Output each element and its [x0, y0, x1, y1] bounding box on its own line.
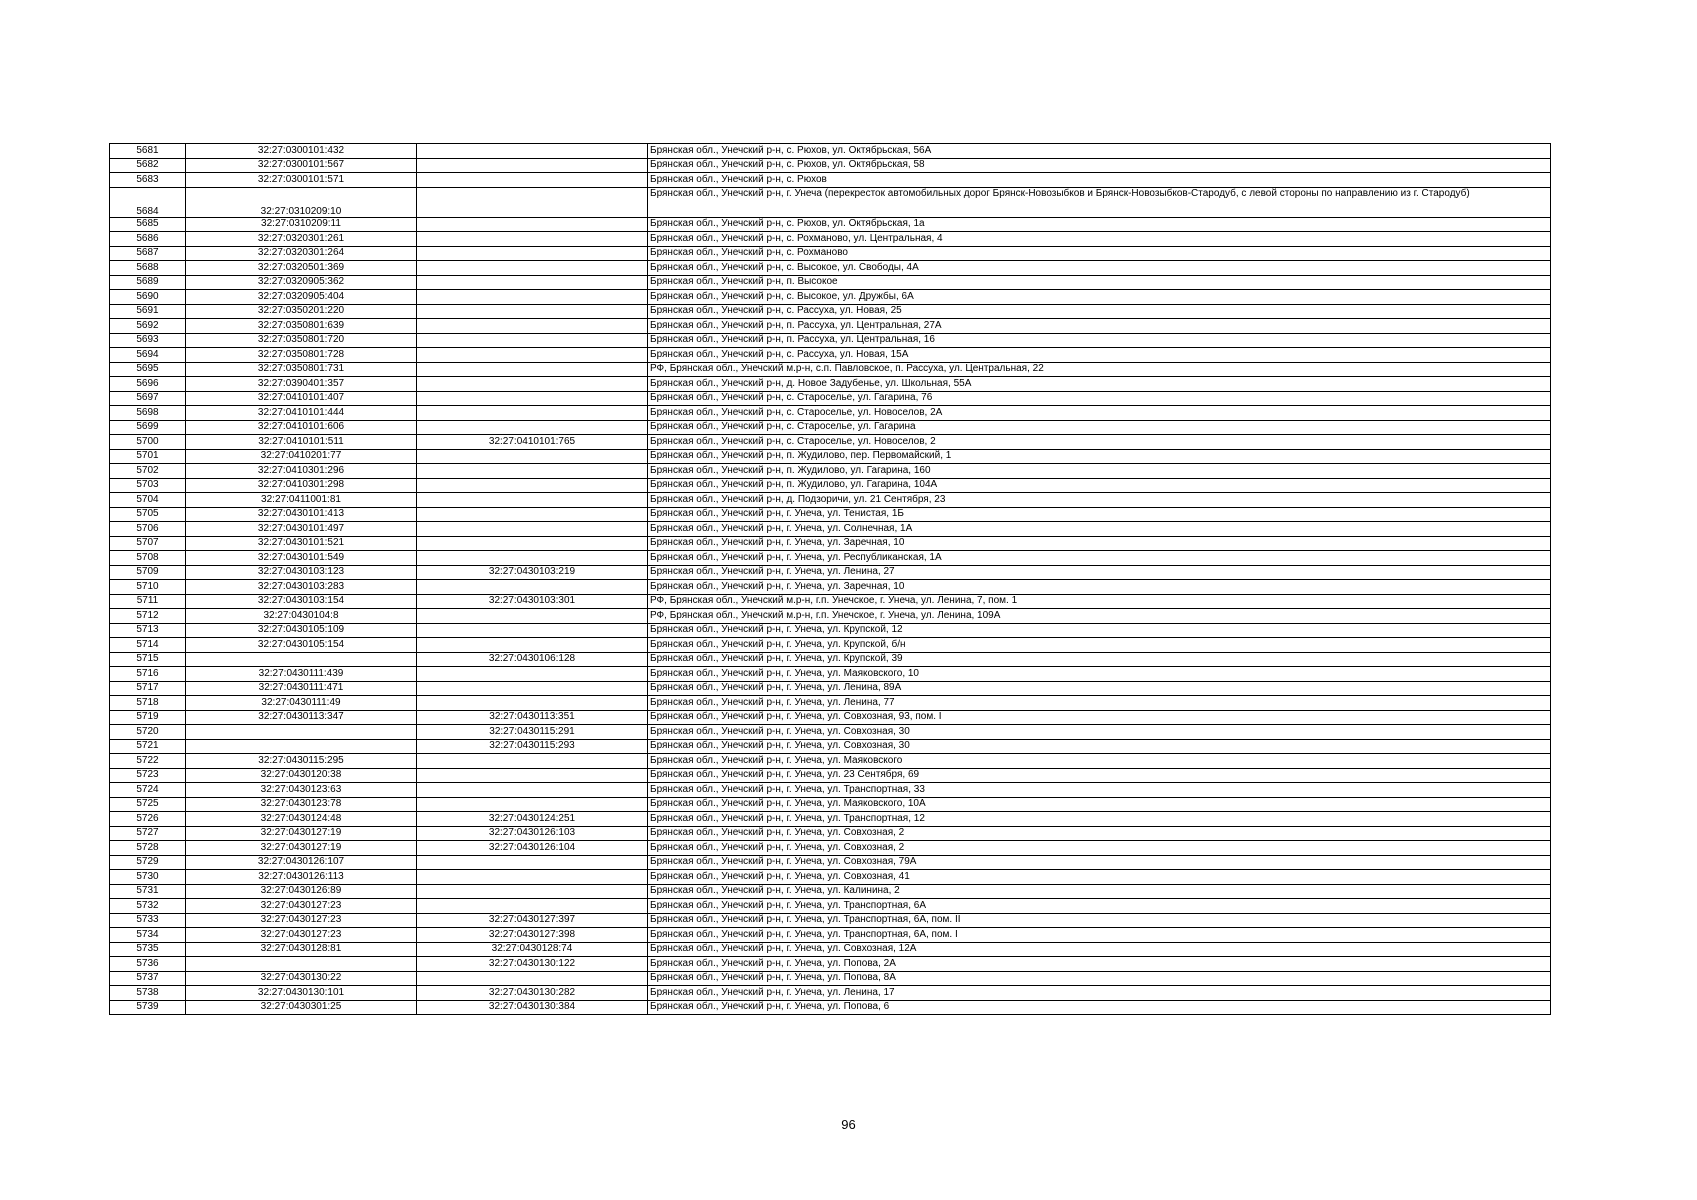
table-row — [110, 884, 1551, 899]
cadastral-number-cell: 32:27:0430127:23 — [186, 913, 417, 928]
table-row — [110, 217, 1551, 232]
related-cadastral-number-cell: 32:27:0410101:765 — [417, 435, 648, 450]
cadastral-number-cell: 32:27:0320905:404 — [186, 290, 417, 305]
table-row — [110, 406, 1551, 421]
cadastral-number-cell: 32:27:0310209:10 — [186, 187, 417, 217]
cadastral-number-cell: 32:27:0430127:23 — [186, 928, 417, 943]
related-cadastral-number-cell — [417, 261, 648, 276]
table-row — [110, 464, 1551, 479]
table-row — [110, 507, 1551, 522]
address-cell: Брянская обл., Унечский р-н, г. Унеча, ул. Совхозная, 12А — [648, 942, 1551, 957]
cadastral-number-cell: 32:27:0430126:113 — [186, 870, 417, 885]
row-number-cell: 5698 — [110, 406, 186, 421]
table-row — [110, 913, 1551, 928]
address-cell: Брянская обл., Унечский р-н, г. Унеча, ул. Ленина, 89А — [648, 681, 1551, 696]
address-cell: Брянская обл., Унечский р-н, г. Унеча, ул. Заречная, 10 — [648, 536, 1551, 551]
address-cell: Брянская обл., Унечский р-н, г. Унеча, ул. Крупской, 12 — [648, 623, 1551, 638]
address-cell: Брянская обл., Унечский р-н, г. Унеча, ул. Совхозная, 2 — [648, 826, 1551, 841]
related-cadastral-number-cell: 32:27:0430128:74 — [417, 942, 648, 957]
table-row — [110, 870, 1551, 885]
related-cadastral-number-cell — [417, 362, 648, 377]
table-row — [110, 319, 1551, 334]
row-number-cell: 5730 — [110, 870, 186, 885]
row-number-cell: 5709 — [110, 565, 186, 580]
related-cadastral-number-cell — [417, 319, 648, 334]
table-row — [110, 696, 1551, 711]
table-row — [110, 261, 1551, 276]
cadastral-number-cell: 32:27:0430103:123 — [186, 565, 417, 580]
related-cadastral-number-cell: 32:27:0430126:104 — [417, 841, 648, 856]
row-number-cell: 5736 — [110, 957, 186, 972]
cadastral-number-cell: 32:27:0430101:521 — [186, 536, 417, 551]
cadastral-number-cell: 32:27:0430111:49 — [186, 696, 417, 711]
address-cell: Брянская обл., Унечский р-н, г. Унеча, ул. Совхозная, 41 — [648, 870, 1551, 885]
related-cadastral-number-cell — [417, 783, 648, 798]
address-cell: Брянская обл., Унечский р-н, г. Унеча, ул. Совхозная, 79А — [648, 855, 1551, 870]
address-cell: Брянская обл., Унечский р-н, с. Высокое, ул. Дружбы, 6А — [648, 290, 1551, 305]
row-number-cell: 5715 — [110, 652, 186, 667]
cadastral-number-cell: 32:27:0350801:639 — [186, 319, 417, 334]
address-cell: Брянская обл., Унечский р-н, с. Рохманово — [648, 246, 1551, 261]
row-number-cell: 5721 — [110, 739, 186, 754]
row-number-cell: 5739 — [110, 1000, 186, 1015]
cadastral-number-cell: 32:27:0430130:22 — [186, 971, 417, 986]
cadastral-number-cell: 32:27:0430301:25 — [186, 1000, 417, 1015]
address-cell: Брянская обл., Унечский р-н, г. Унеча, ул. Совхозная, 2 — [648, 841, 1551, 856]
table-row — [110, 173, 1551, 188]
cadastral-number-cell: 32:27:0430101:497 — [186, 522, 417, 537]
table-row — [110, 522, 1551, 537]
table-row — [110, 667, 1551, 682]
related-cadastral-number-cell — [417, 884, 648, 899]
address-cell: Брянская обл., Унечский р-н, д. Подзоричи, ул. 21 Сентября, 23 — [648, 493, 1551, 508]
address-cell: Брянская обл., Унечский р-н, г. Унеча, ул. Транспортная, 33 — [648, 783, 1551, 798]
cadastral-number-cell: 32:27:0430128:81 — [186, 942, 417, 957]
row-number-cell: 5697 — [110, 391, 186, 406]
related-cadastral-number-cell — [417, 609, 648, 624]
address-cell: Брянская обл., Унечский р-н, г. Унеча, ул. Маяковского, 10А — [648, 797, 1551, 812]
address-cell: Брянская обл., Унечский р-н, г. Унеча, ул. Ленина, 77 — [648, 696, 1551, 711]
address-cell: Брянская обл., Унечский р-н, г. Унеча, ул. Калинина, 2 — [648, 884, 1551, 899]
table-row — [110, 551, 1551, 566]
related-cadastral-number-cell: 32:27:0430113:351 — [417, 710, 648, 725]
cadastral-number-cell: 32:27:0430101:549 — [186, 551, 417, 566]
table-row — [110, 623, 1551, 638]
cadastral-number-cell: 32:27:0430126:107 — [186, 855, 417, 870]
address-cell: Брянская обл., Унечский р-н, г. Унеча, ул. Заречная, 10 — [648, 580, 1551, 595]
address-cell: Брянская обл., Унечский р-н, с. Староселье, ул. Новоселов, 2 — [648, 435, 1551, 450]
table-row — [110, 391, 1551, 406]
address-cell: РФ, Брянская обл., Унечский м.р-н, г.п. Унечское, г. Унеча, ул. Ленина, 7, пом. 1 — [648, 594, 1551, 609]
row-number-cell: 5737 — [110, 971, 186, 986]
table-row — [110, 565, 1551, 580]
related-cadastral-number-cell — [417, 522, 648, 537]
address-cell: Брянская обл., Унечский р-н, с. Рюхов, ул. Октябрьская, 56А — [648, 144, 1551, 159]
cadastral-number-cell: 32:27:0430120:38 — [186, 768, 417, 783]
address-cell: Брянская обл., Унечский р-н, д. Новое Задубенье, ул. Школьная, 55А — [648, 377, 1551, 392]
cadastral-number-cell: 32:27:0320301:264 — [186, 246, 417, 261]
related-cadastral-number-cell: 32:27:0430130:282 — [417, 986, 648, 1001]
related-cadastral-number-cell: 32:27:0430115:291 — [417, 725, 648, 740]
address-cell: Брянская обл., Унечский р-н, г. Унеча, ул. Транспортная, 6А, пом. I — [648, 928, 1551, 943]
table-row — [110, 333, 1551, 348]
row-number-cell: 5738 — [110, 986, 186, 1001]
table-row — [110, 594, 1551, 609]
row-number-cell: 5724 — [110, 783, 186, 798]
cadastral-number-cell: 32:27:0430105:109 — [186, 623, 417, 638]
row-number-cell: 5695 — [110, 362, 186, 377]
address-cell: Брянская обл., Унечский р-н, с. Рюхов, ул. Октябрьская, 58 — [648, 158, 1551, 173]
address-cell: Брянская обл., Унечский р-н, п. Рассуха, ул. Центральная, 16 — [648, 333, 1551, 348]
cadastral-number-cell: 32:27:0430111:471 — [186, 681, 417, 696]
table-row — [110, 652, 1551, 667]
table-row — [110, 580, 1551, 595]
related-cadastral-number-cell — [417, 797, 648, 812]
cadastral-number-cell: 32:27:0430103:283 — [186, 580, 417, 595]
row-number-cell: 5710 — [110, 580, 186, 595]
cadastral-number-cell: 32:27:0300101:571 — [186, 173, 417, 188]
cadastral-number-cell: 32:27:0410301:298 — [186, 478, 417, 493]
table-row — [110, 536, 1551, 551]
row-number-cell: 5723 — [110, 768, 186, 783]
related-cadastral-number-cell — [417, 290, 648, 305]
row-number-cell: 5719 — [110, 710, 186, 725]
table-row — [110, 304, 1551, 319]
related-cadastral-number-cell — [417, 187, 648, 217]
table-row — [110, 797, 1551, 812]
related-cadastral-number-cell — [417, 667, 648, 682]
row-number-cell: 5718 — [110, 696, 186, 711]
address-cell: Брянская обл., Унечский р-н, г. Унеча, ул. Совхозная, 93, пом. I — [648, 710, 1551, 725]
cadastral-number-cell: 32:27:0430123:78 — [186, 797, 417, 812]
related-cadastral-number-cell: 32:27:0430115:293 — [417, 739, 648, 754]
related-cadastral-number-cell — [417, 173, 648, 188]
row-number-cell: 5722 — [110, 754, 186, 769]
related-cadastral-number-cell — [417, 406, 648, 421]
address-cell: Брянская обл., Унечский р-н, п. Жудилово, ул. Гагарина, 104А — [648, 478, 1551, 493]
table-row — [110, 290, 1551, 305]
related-cadastral-number-cell — [417, 870, 648, 885]
cadastral-number-cell: 32:27:0430127:19 — [186, 826, 417, 841]
row-number-cell: 5706 — [110, 522, 186, 537]
table-row — [110, 768, 1551, 783]
related-cadastral-number-cell — [417, 551, 648, 566]
row-number-cell: 5687 — [110, 246, 186, 261]
row-number-cell: 5704 — [110, 493, 186, 508]
related-cadastral-number-cell — [417, 246, 648, 261]
address-cell: Брянская обл., Унечский р-н, п. Жудилово, пер. Первомайский, 1 — [648, 449, 1551, 464]
cadastral-number-cell: 32:27:0430124:48 — [186, 812, 417, 827]
cadastral-number-cell: 32:27:0410301:296 — [186, 464, 417, 479]
cadastral-number-cell — [186, 725, 417, 740]
cadastral-number-cell: 32:27:0310209:11 — [186, 217, 417, 232]
related-cadastral-number-cell — [417, 348, 648, 363]
cadastral-number-cell: 32:27:0410101:444 — [186, 406, 417, 421]
related-cadastral-number-cell — [417, 217, 648, 232]
row-number-cell: 5717 — [110, 681, 186, 696]
related-cadastral-number-cell — [417, 623, 648, 638]
related-cadastral-number-cell — [417, 638, 648, 653]
address-cell: Брянская обл., Унечский р-н, г. Унеча, ул. Крупской, б/н — [648, 638, 1551, 653]
row-number-cell: 5729 — [110, 855, 186, 870]
related-cadastral-number-cell — [417, 333, 648, 348]
address-cell: Брянская обл., Унечский р-н, г. Унеча, ул. Маяковского, 10 — [648, 667, 1551, 682]
table-row — [110, 841, 1551, 856]
related-cadastral-number-cell — [417, 464, 648, 479]
row-number-cell: 5711 — [110, 594, 186, 609]
cadastral-number-cell: 32:27:0430126:89 — [186, 884, 417, 899]
address-cell: Брянская обл., Унечский р-н, г. Унеча, ул. Совхозная, 30 — [648, 739, 1551, 754]
table-row — [110, 348, 1551, 363]
address-cell: Брянская обл., Унечский р-н, г. Унеча, ул. Попова, 6 — [648, 1000, 1551, 1015]
cadastral-number-cell: 32:27:0350801:720 — [186, 333, 417, 348]
row-number-cell: 5712 — [110, 609, 186, 624]
related-cadastral-number-cell — [417, 420, 648, 435]
cadastral-number-cell: 32:27:0430123:63 — [186, 783, 417, 798]
table-row — [110, 449, 1551, 464]
cadastral-number-cell: 32:27:0390401:357 — [186, 377, 417, 392]
related-cadastral-number-cell — [417, 580, 648, 595]
cadastral-number-cell: 32:27:0350201:220 — [186, 304, 417, 319]
address-cell: РФ, Брянская обл., Унечский м.р-н, г.п. Унечское, г. Унеча, ул. Ленина, 109А — [648, 609, 1551, 624]
cadastral-number-cell: 32:27:0350801:728 — [186, 348, 417, 363]
address-cell: Брянская обл., Унечский р-н, с. Высокое, ул. Свободы, 4А — [648, 261, 1551, 276]
table-row — [110, 144, 1551, 159]
row-number-cell: 5735 — [110, 942, 186, 957]
address-cell: Брянская обл., Унечский р-н, г. Унеча (перекресток автомобильных дорог Брянск-Новозыбков и Брянск-Новозыбков-Стародуб, с левой стороны по направлению из г. Стародуб) — [648, 187, 1551, 217]
related-cadastral-number-cell — [417, 377, 648, 392]
table-row — [110, 739, 1551, 754]
address-cell: Брянская обл., Унечский р-н, г. Унеча, ул. Попова, 2А — [648, 957, 1551, 972]
row-number-cell: 5700 — [110, 435, 186, 450]
property-table — [109, 143, 1551, 1015]
row-number-cell: 5714 — [110, 638, 186, 653]
table-row — [110, 478, 1551, 493]
cadastral-number-cell: 32:27:0410101:511 — [186, 435, 417, 450]
related-cadastral-number-cell — [417, 144, 648, 159]
address-cell: Брянская обл., Унечский р-н, г. Унеча, ул. Ленина, 17 — [648, 986, 1551, 1001]
row-number-cell: 5725 — [110, 797, 186, 812]
address-cell: РФ, Брянская обл., Унечский м.р-н, с.п. Павловское, п. Рассуха, ул. Центральная, 22 — [648, 362, 1551, 377]
row-number-cell: 5731 — [110, 884, 186, 899]
row-number-cell: 5684 — [110, 187, 186, 217]
cadastral-number-cell: 32:27:0410101:407 — [186, 391, 417, 406]
related-cadastral-number-cell — [417, 493, 648, 508]
address-cell: Брянская обл., Унечский р-н, г. Унеча, ул. Транспортная, 6А, пом. II — [648, 913, 1551, 928]
related-cadastral-number-cell: 32:27:0430127:398 — [417, 928, 648, 943]
related-cadastral-number-cell — [417, 275, 648, 290]
table-row — [110, 754, 1551, 769]
table-row — [110, 725, 1551, 740]
related-cadastral-number-cell — [417, 478, 648, 493]
cadastral-number-cell: 32:27:0430113:347 — [186, 710, 417, 725]
related-cadastral-number-cell — [417, 899, 648, 914]
cadastral-number-cell: 32:27:0430115:295 — [186, 754, 417, 769]
cadastral-number-cell: 32:27:0430130:101 — [186, 986, 417, 1001]
table-row — [110, 710, 1551, 725]
table-row — [110, 435, 1551, 450]
row-number-cell: 5726 — [110, 812, 186, 827]
address-cell: Брянская обл., Унечский р-н, с. Староселье, ул. Гагарина, 76 — [648, 391, 1551, 406]
cadastral-number-cell — [186, 957, 417, 972]
table-row — [110, 275, 1551, 290]
row-number-cell: 5733 — [110, 913, 186, 928]
row-number-cell: 5692 — [110, 319, 186, 334]
cadastral-number-cell: 32:27:0300101:432 — [186, 144, 417, 159]
related-cadastral-number-cell: 32:27:0430130:122 — [417, 957, 648, 972]
cadastral-number-cell: 32:27:0430104:8 — [186, 609, 417, 624]
related-cadastral-number-cell: 32:27:0430126:103 — [417, 826, 648, 841]
cadastral-number-cell: 32:27:0300101:567 — [186, 158, 417, 173]
table-row — [110, 1000, 1551, 1015]
address-cell: Брянская обл., Унечский р-н, г. Унеча, ул. Попова, 8А — [648, 971, 1551, 986]
table-row — [110, 681, 1551, 696]
row-number-cell: 5682 — [110, 158, 186, 173]
related-cadastral-number-cell: 32:27:0430127:397 — [417, 913, 648, 928]
related-cadastral-number-cell: 32:27:0430103:219 — [417, 565, 648, 580]
row-number-cell: 5696 — [110, 377, 186, 392]
table-row — [110, 187, 1551, 217]
cadastral-number-cell — [186, 739, 417, 754]
table-row — [110, 377, 1551, 392]
table-body — [110, 144, 1551, 1015]
related-cadastral-number-cell — [417, 971, 648, 986]
cadastral-number-cell: 32:27:0430101:413 — [186, 507, 417, 522]
cadastral-number-cell: 32:27:0320905:362 — [186, 275, 417, 290]
table-row — [110, 158, 1551, 173]
row-number-cell: 5691 — [110, 304, 186, 319]
related-cadastral-number-cell — [417, 855, 648, 870]
address-cell: Брянская обл., Унечский р-н, г. Унеча, ул. Транспортная, 12 — [648, 812, 1551, 827]
table-row — [110, 493, 1551, 508]
address-cell: Брянская обл., Унечский р-н, п. Высокое — [648, 275, 1551, 290]
related-cadastral-number-cell — [417, 304, 648, 319]
related-cadastral-number-cell — [417, 768, 648, 783]
row-number-cell: 5716 — [110, 667, 186, 682]
address-cell: Брянская обл., Унечский р-н, г. Унеча, ул. Маяковского — [648, 754, 1551, 769]
table-row — [110, 928, 1551, 943]
address-cell: Брянская обл., Унечский р-н, г. Унеча, ул. Тенистая, 1Б — [648, 507, 1551, 522]
related-cadastral-number-cell: 32:27:0430130:384 — [417, 1000, 648, 1015]
row-number-cell: 5720 — [110, 725, 186, 740]
row-number-cell: 5728 — [110, 841, 186, 856]
table-row — [110, 899, 1551, 914]
cadastral-number-cell: 32:27:0411001:81 — [186, 493, 417, 508]
related-cadastral-number-cell — [417, 391, 648, 406]
related-cadastral-number-cell: 32:27:0430103:301 — [417, 594, 648, 609]
row-number-cell: 5705 — [110, 507, 186, 522]
row-number-cell: 5688 — [110, 261, 186, 276]
row-number-cell: 5681 — [110, 144, 186, 159]
row-number-cell: 5732 — [110, 899, 186, 914]
row-number-cell: 5703 — [110, 478, 186, 493]
cadastral-number-cell: 32:27:0350801:731 — [186, 362, 417, 377]
address-cell: Брянская обл., Унечский р-н, п. Жудилово, ул. Гагарина, 160 — [648, 464, 1551, 479]
page-number: 96 — [841, 1117, 856, 1132]
cadastral-number-cell: 32:27:0410201:77 — [186, 449, 417, 464]
table-row — [110, 420, 1551, 435]
address-cell: Брянская обл., Унечский р-н, г. Унеча, ул. Транспортная, 6А — [648, 899, 1551, 914]
row-number-cell: 5694 — [110, 348, 186, 363]
address-cell: Брянская обл., Унечский р-н, г. Унеча, ул. Совхозная, 30 — [648, 725, 1551, 740]
table-row — [110, 638, 1551, 653]
table-row — [110, 362, 1551, 377]
address-cell: Брянская обл., Унечский р-н, г. Унеча, ул. Республиканская, 1А — [648, 551, 1551, 566]
row-number-cell: 5727 — [110, 826, 186, 841]
related-cadastral-number-cell — [417, 507, 648, 522]
cadastral-number-cell: 32:27:0430111:439 — [186, 667, 417, 682]
address-cell: Брянская обл., Унечский р-н, г. Унеча, ул. Солнечная, 1А — [648, 522, 1551, 537]
table-row — [110, 855, 1551, 870]
row-number-cell: 5708 — [110, 551, 186, 566]
table-row — [110, 971, 1551, 986]
address-cell: Брянская обл., Унечский р-н, г. Унеча, ул. 23 Сентября, 69 — [648, 768, 1551, 783]
row-number-cell: 5734 — [110, 928, 186, 943]
cadastral-number-cell: 32:27:0430105:154 — [186, 638, 417, 653]
table-row — [110, 957, 1551, 972]
table-row — [110, 246, 1551, 261]
cadastral-number-cell: 32:27:0320501:369 — [186, 261, 417, 276]
row-number-cell: 5707 — [110, 536, 186, 551]
related-cadastral-number-cell — [417, 536, 648, 551]
cadastral-number-cell: 32:27:0430127:19 — [186, 841, 417, 856]
related-cadastral-number-cell — [417, 754, 648, 769]
table-row — [110, 826, 1551, 841]
related-cadastral-number-cell — [417, 158, 648, 173]
row-number-cell: 5685 — [110, 217, 186, 232]
row-number-cell: 5693 — [110, 333, 186, 348]
row-number-cell: 5689 — [110, 275, 186, 290]
table-row — [110, 812, 1551, 827]
cadastral-number-cell: 32:27:0430103:154 — [186, 594, 417, 609]
address-cell: Брянская обл., Унечский р-н, с. Рассуха, ул. Новая, 25 — [648, 304, 1551, 319]
address-cell: Брянская обл., Унечский р-н, с. Рассуха, ул. Новая, 15А — [648, 348, 1551, 363]
related-cadastral-number-cell — [417, 681, 648, 696]
address-cell: Брянская обл., Унечский р-н, п. Рассуха, ул. Центральная, 27А — [648, 319, 1551, 334]
row-number-cell: 5683 — [110, 173, 186, 188]
cadastral-number-cell: 32:27:0430127:23 — [186, 899, 417, 914]
address-cell: Брянская обл., Унечский р-н, г. Унеча, ул. Крупской, 39 — [648, 652, 1551, 667]
table-row — [110, 942, 1551, 957]
table-row — [110, 232, 1551, 247]
table-row — [110, 783, 1551, 798]
cadastral-number-cell: 32:27:0410101:606 — [186, 420, 417, 435]
address-cell: Брянская обл., Унечский р-н, с. Рюхов — [648, 173, 1551, 188]
row-number-cell: 5699 — [110, 420, 186, 435]
address-cell: Брянская обл., Унечский р-н, с. Рюхов, ул. Октябрьская, 1а — [648, 217, 1551, 232]
cadastral-number-cell — [186, 652, 417, 667]
table-row — [110, 986, 1551, 1001]
address-cell: Брянская обл., Унечский р-н, с. Рохманово, ул. Центральная, 4 — [648, 232, 1551, 247]
row-number-cell: 5701 — [110, 449, 186, 464]
related-cadastral-number-cell — [417, 449, 648, 464]
address-cell: Брянская обл., Унечский р-н, с. Староселье, ул. Новоселов, 2А — [648, 406, 1551, 421]
row-number-cell: 5690 — [110, 290, 186, 305]
address-cell: Брянская обл., Унечский р-н, с. Староселье, ул. Гагарина — [648, 420, 1551, 435]
row-number-cell: 5702 — [110, 464, 186, 479]
related-cadastral-number-cell: 32:27:0430106:128 — [417, 652, 648, 667]
address-cell: Брянская обл., Унечский р-н, г. Унеча, ул. Ленина, 27 — [648, 565, 1551, 580]
related-cadastral-number-cell — [417, 232, 648, 247]
cadastral-number-cell: 32:27:0320301:261 — [186, 232, 417, 247]
related-cadastral-number-cell — [417, 696, 648, 711]
related-cadastral-number-cell: 32:27:0430124:251 — [417, 812, 648, 827]
table-row — [110, 609, 1551, 624]
row-number-cell: 5713 — [110, 623, 186, 638]
row-number-cell: 5686 — [110, 232, 186, 247]
